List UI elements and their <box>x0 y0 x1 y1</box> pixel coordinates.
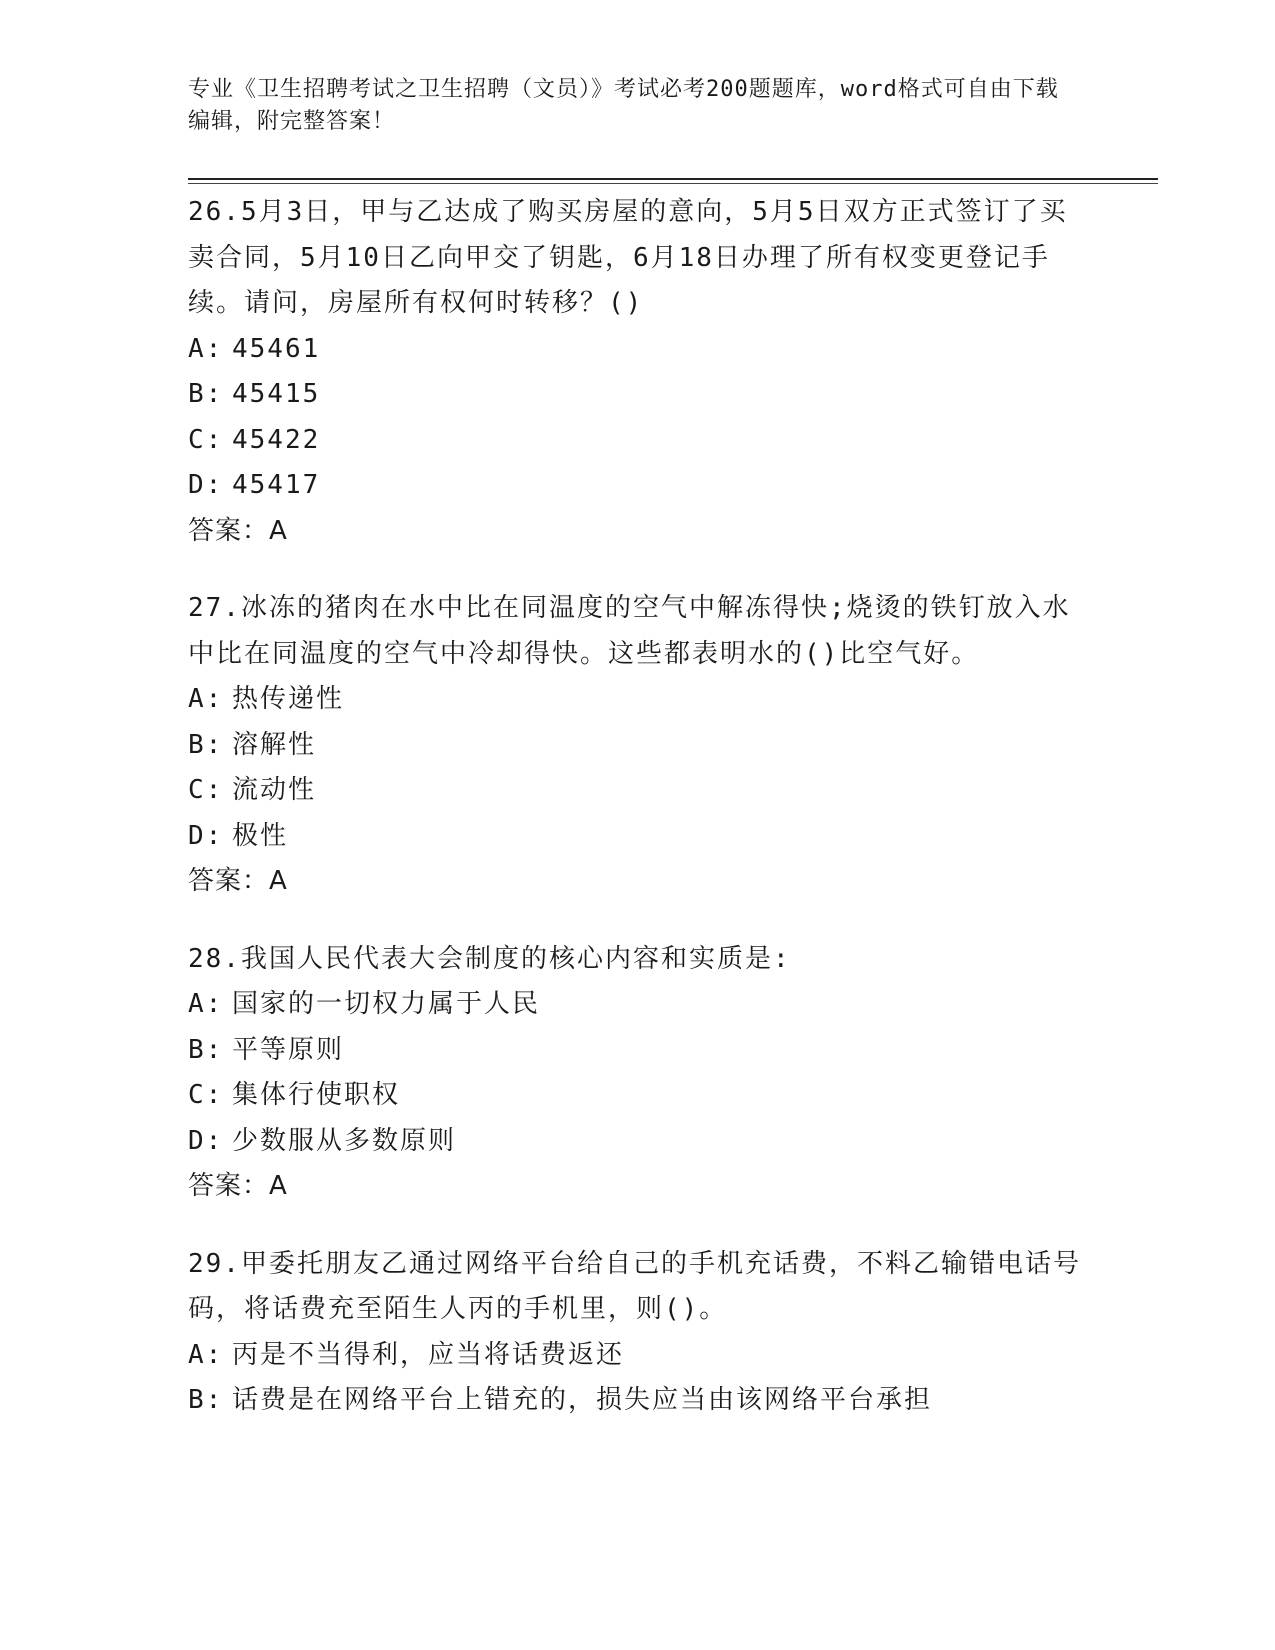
option-letter: B: <box>188 729 224 760</box>
option-text: 热传递性 <box>232 684 345 714</box>
option-text: 国家的一切权力属于人民 <box>232 989 541 1019</box>
option-text: 流动性 <box>232 775 317 805</box>
option-text: 溶解性 <box>232 729 317 760</box>
option-d <box>188 1119 1088 1165</box>
option-c <box>188 768 1088 814</box>
option-a <box>188 327 1088 373</box>
option-text: 话费是在网络平台上错充的，损失应当由该网络平台承担 <box>232 1385 933 1415</box>
option-letter: D: <box>188 1125 224 1156</box>
option-letter: A: <box>188 1339 224 1370</box>
option-text: 45417 <box>232 470 321 500</box>
question-stem: 27.冰冻的猪肉在水中比在同温度的空气中解冻得快;烧烫的铁钉放入水中比在同温度的空气中冷却得快。这些都表明水的()比空气好。 <box>188 593 1071 669</box>
header-divider-thick <box>188 178 1158 180</box>
option-letter: A: <box>188 989 224 1019</box>
header-divider-thin <box>188 183 1158 184</box>
question-27 <box>188 586 1088 905</box>
option-a <box>188 982 1088 1028</box>
option-text: 极性 <box>232 820 289 851</box>
option-text: 45461 <box>232 333 321 364</box>
question-stem: 29.甲委托朋友乙通过网络平台给自己的手机充话费，不料乙输错电话号码，将话费充至陌生人丙的手机里，则()。 <box>188 1248 1081 1324</box>
option-text: 45422 <box>232 424 321 455</box>
option-a <box>188 1333 1088 1379</box>
option-letter: C: <box>188 424 224 455</box>
option-letter: B: <box>188 1385 224 1415</box>
option-letter: C: <box>188 1080 224 1110</box>
option-text: 45415 <box>232 379 321 409</box>
answer-line: 答案：A <box>188 1171 288 1201</box>
question-stem: 28.我国人民代表大会制度的核心内容和实质是: <box>188 943 791 974</box>
option-b <box>188 1378 1088 1424</box>
option-letter: D: <box>188 820 224 851</box>
option-text: 丙是不当得利，应当将话费返还 <box>232 1339 625 1370</box>
option-b <box>188 723 1088 769</box>
option-letter: B: <box>188 379 224 409</box>
answer-line: 答案：A <box>188 515 288 546</box>
option-d <box>188 814 1088 860</box>
question-stem: 26.5月3日，甲与乙达成了购买房屋的意向，5月5日双方正式签订了买卖合同，5月10日乙向甲交了钥匙，6月18日办理了所有权变更登记手续。请问，房屋所有权何时转移？() <box>188 197 1068 318</box>
question-29 <box>188 1242 1088 1424</box>
answer-line: 答案：A <box>188 866 288 896</box>
option-a <box>188 677 1088 723</box>
option-letter: B: <box>188 1034 224 1065</box>
question-28 <box>188 937 1088 1210</box>
question-26 <box>188 190 1088 554</box>
option-b <box>188 1028 1088 1074</box>
option-letter: A: <box>188 333 224 364</box>
option-letter: D: <box>188 470 224 500</box>
option-text: 平等原则 <box>232 1034 345 1065</box>
option-letter: A: <box>188 684 224 714</box>
option-c <box>188 1073 1088 1119</box>
option-letter: C: <box>188 775 224 805</box>
option-d <box>188 463 1088 509</box>
question-list <box>188 190 1088 1456</box>
option-b <box>188 372 1088 418</box>
option-c <box>188 418 1088 464</box>
document-header: 专业《卫生招聘考试之卫生招聘（文员）》考试必考200题题库，word格式可自由下载编辑，附完整答案！ <box>188 77 1059 134</box>
option-text: 少数服从多数原则 <box>232 1125 457 1156</box>
option-text: 集体行使职权 <box>232 1080 401 1110</box>
